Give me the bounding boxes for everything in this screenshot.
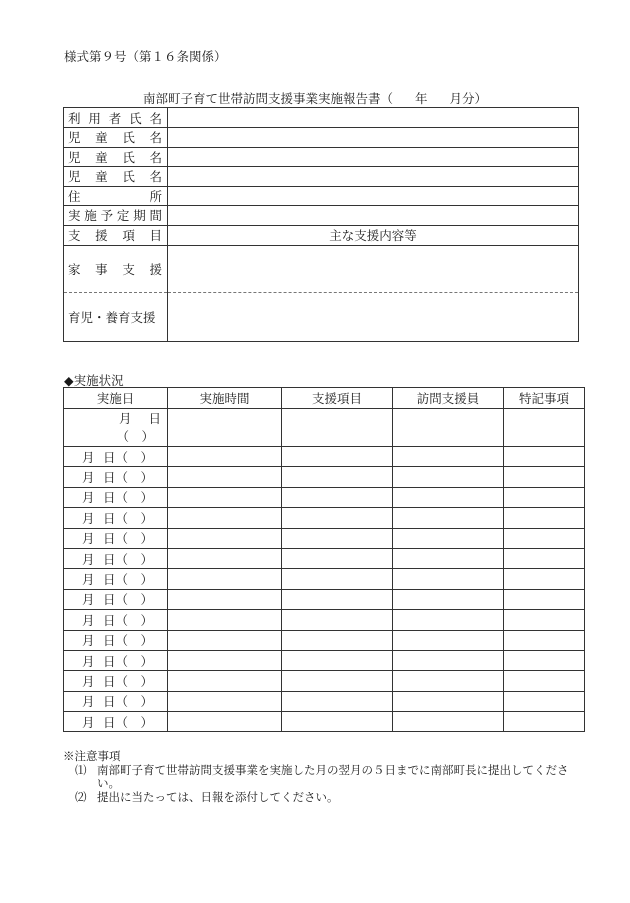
childcare-support-input[interactable] — [168, 292, 579, 341]
field-label: 住 所 — [64, 186, 168, 206]
table-row — [64, 569, 585, 589]
support-content-header: 主な支援内容等 — [168, 225, 579, 245]
table-row — [64, 487, 585, 507]
status-cell-input[interactable] — [168, 630, 282, 650]
status-cell-input[interactable] — [393, 548, 504, 568]
note-item: ⑵ 提出に当たっては、日報を添付してください。 — [75, 789, 339, 804]
field-value-input[interactable] — [168, 186, 579, 206]
status-cell-input[interactable] — [393, 691, 504, 711]
table-row — [64, 712, 585, 732]
field-label: 児 童 氏 名 — [64, 147, 168, 167]
status-cell-input[interactable] — [168, 569, 282, 589]
status-cell-input[interactable] — [168, 447, 282, 467]
title-month-label: 月分） — [449, 91, 488, 106]
status-cell-input[interactable] — [393, 447, 504, 467]
status-cell-input[interactable] — [168, 671, 282, 691]
status-cell-input[interactable] — [504, 528, 585, 548]
implementation-date-cell[interactable]: 月 日（ ） — [64, 610, 168, 630]
status-cell-input[interactable] — [504, 487, 585, 507]
status-cell-input[interactable] — [393, 569, 504, 589]
status-cell-input[interactable] — [168, 589, 282, 609]
column-header: 実施時間 — [168, 388, 282, 409]
implementation-date-cell[interactable]: 月 日（ ） — [64, 447, 168, 467]
status-cell-input[interactable] — [504, 712, 585, 732]
status-cell-input[interactable] — [282, 610, 393, 630]
implementation-date-cell[interactable]: 月 日（ ） — [64, 548, 168, 568]
table-row — [64, 650, 585, 670]
table-row — [64, 671, 585, 691]
status-heading: ◆実施状況 — [64, 373, 124, 388]
field-value-input[interactable] — [168, 206, 579, 226]
status-cell-input[interactable] — [393, 610, 504, 630]
status-cell-input[interactable] — [168, 467, 282, 487]
status-cell-input[interactable] — [393, 671, 504, 691]
status-cell-input[interactable] — [504, 610, 585, 630]
status-cell-input[interactable] — [393, 589, 504, 609]
table-row — [64, 548, 585, 568]
status-cell-input[interactable] — [282, 447, 393, 467]
implementation-date-cell[interactable]: 月 日（ ） — [64, 589, 168, 609]
table-row — [64, 589, 585, 609]
status-cell-input[interactable] — [282, 589, 393, 609]
note-item: ⑴ 南部町子育て世帯訪問支援事業を実施した月の翌月の５日までに南部町長に提出してください。 — [75, 762, 569, 790]
implementation-date-cell[interactable]: 月 日（ ） — [64, 712, 168, 732]
field-value-input[interactable] — [168, 108, 579, 128]
title-year-label: 年 — [414, 91, 428, 106]
field-label: 利 用 者 氏 名 — [64, 108, 168, 128]
column-header: 訪問支援員 — [393, 388, 504, 409]
table-row — [64, 528, 585, 548]
column-header: 支援項目 — [282, 388, 393, 409]
status-cell-input[interactable] — [282, 630, 393, 650]
table-row — [64, 508, 585, 528]
status-cell-input[interactable] — [504, 671, 585, 691]
status-cell-input[interactable] — [282, 691, 393, 711]
status-cell-input[interactable] — [393, 409, 504, 447]
status-cell-input[interactable] — [282, 712, 393, 732]
status-cell-input[interactable] — [504, 409, 585, 447]
field-value-input[interactable] — [168, 128, 579, 148]
field-value-input[interactable] — [168, 147, 579, 167]
implementation-date-cell[interactable]: 月 日（ ） — [64, 671, 168, 691]
column-header: 特記事項 — [504, 388, 585, 409]
status-cell-input[interactable] — [168, 528, 282, 548]
status-cell-input[interactable] — [282, 487, 393, 507]
status-cell-input[interactable] — [393, 508, 504, 528]
table-row — [64, 447, 585, 467]
form-number: 様式第９号（第１６条関係） — [64, 49, 227, 64]
status-cell-input[interactable] — [504, 467, 585, 487]
table-row — [64, 467, 585, 487]
status-cell-input[interactable] — [168, 650, 282, 670]
implementation-date-cell[interactable]: 月 日（ ） — [64, 650, 168, 670]
status-cell-input[interactable] — [393, 487, 504, 507]
field-value-input[interactable] — [168, 167, 579, 187]
field-label: 実 施 予 定 期 間 — [64, 206, 168, 226]
field-label: 支 援 項 目 — [64, 225, 168, 245]
implementation-date-cell[interactable]: 月 日（ ） — [64, 691, 168, 711]
field-label: 児 童 氏 名 — [64, 128, 168, 148]
status-cell-input[interactable] — [168, 487, 282, 507]
status-cell-input[interactable] — [282, 528, 393, 548]
table-row — [64, 630, 585, 650]
status-cell-input[interactable] — [282, 508, 393, 528]
childcare-support-label: 育児・養育支援 — [64, 292, 168, 341]
status-cell-input[interactable] — [393, 712, 504, 732]
status-cell-input[interactable] — [282, 548, 393, 568]
status-cell-input[interactable] — [282, 671, 393, 691]
status-cell-input[interactable] — [504, 630, 585, 650]
implementation-status-table — [63, 387, 585, 732]
field-label: 児 童 氏 名 — [64, 167, 168, 187]
notes-heading: ※注意事項 — [63, 749, 121, 763]
status-cell-input[interactable] — [168, 409, 282, 447]
implementation-date-cell[interactable]: 月 日（ ） — [64, 487, 168, 507]
implementation-date-cell[interactable]: 月 日（ ） — [64, 467, 168, 487]
implementation-date-cell[interactable]: 月 日 （ ） — [64, 409, 168, 447]
status-cell-input[interactable] — [168, 548, 282, 568]
status-cell-input[interactable] — [504, 447, 585, 467]
status-cell-input[interactable] — [282, 650, 393, 670]
status-cell-input[interactable] — [504, 548, 585, 568]
applicant-info-table — [63, 107, 579, 342]
status-cell-input[interactable] — [282, 467, 393, 487]
status-cell-input[interactable] — [168, 610, 282, 630]
table-row — [64, 610, 585, 630]
status-cell-input[interactable] — [282, 409, 393, 447]
status-cell-input[interactable] — [282, 569, 393, 589]
status-cell-input[interactable] — [504, 569, 585, 589]
implementation-date-cell[interactable]: 月 日（ ） — [64, 569, 168, 589]
housework-support-label: 家 事 支 援 — [64, 245, 168, 292]
status-cell-input[interactable] — [504, 691, 585, 711]
status-cell-input[interactable] — [168, 691, 282, 711]
status-cell-input[interactable] — [168, 712, 282, 732]
status-cell-input[interactable] — [504, 650, 585, 670]
table-row — [64, 691, 585, 711]
title-main: 南部町子育て世帯訪問支援事業実施報告書（ — [142, 91, 393, 106]
implementation-date-cell[interactable]: 月 日（ ） — [64, 528, 168, 548]
status-cell-input[interactable] — [393, 528, 504, 548]
housework-support-input[interactable] — [168, 245, 579, 292]
status-cell-input[interactable] — [393, 650, 504, 670]
implementation-date-cell[interactable]: 月 日（ ） — [64, 508, 168, 528]
report-title — [0, 89, 630, 107]
status-cell-input[interactable] — [504, 589, 585, 609]
status-cell-input[interactable] — [168, 508, 282, 528]
notes-section — [63, 750, 573, 804]
status-cell-input[interactable] — [393, 467, 504, 487]
status-cell-input[interactable] — [393, 630, 504, 650]
status-cell-input[interactable] — [504, 508, 585, 528]
column-header: 実施日 — [64, 388, 168, 409]
implementation-date-cell[interactable]: 月 日（ ） — [64, 630, 168, 650]
